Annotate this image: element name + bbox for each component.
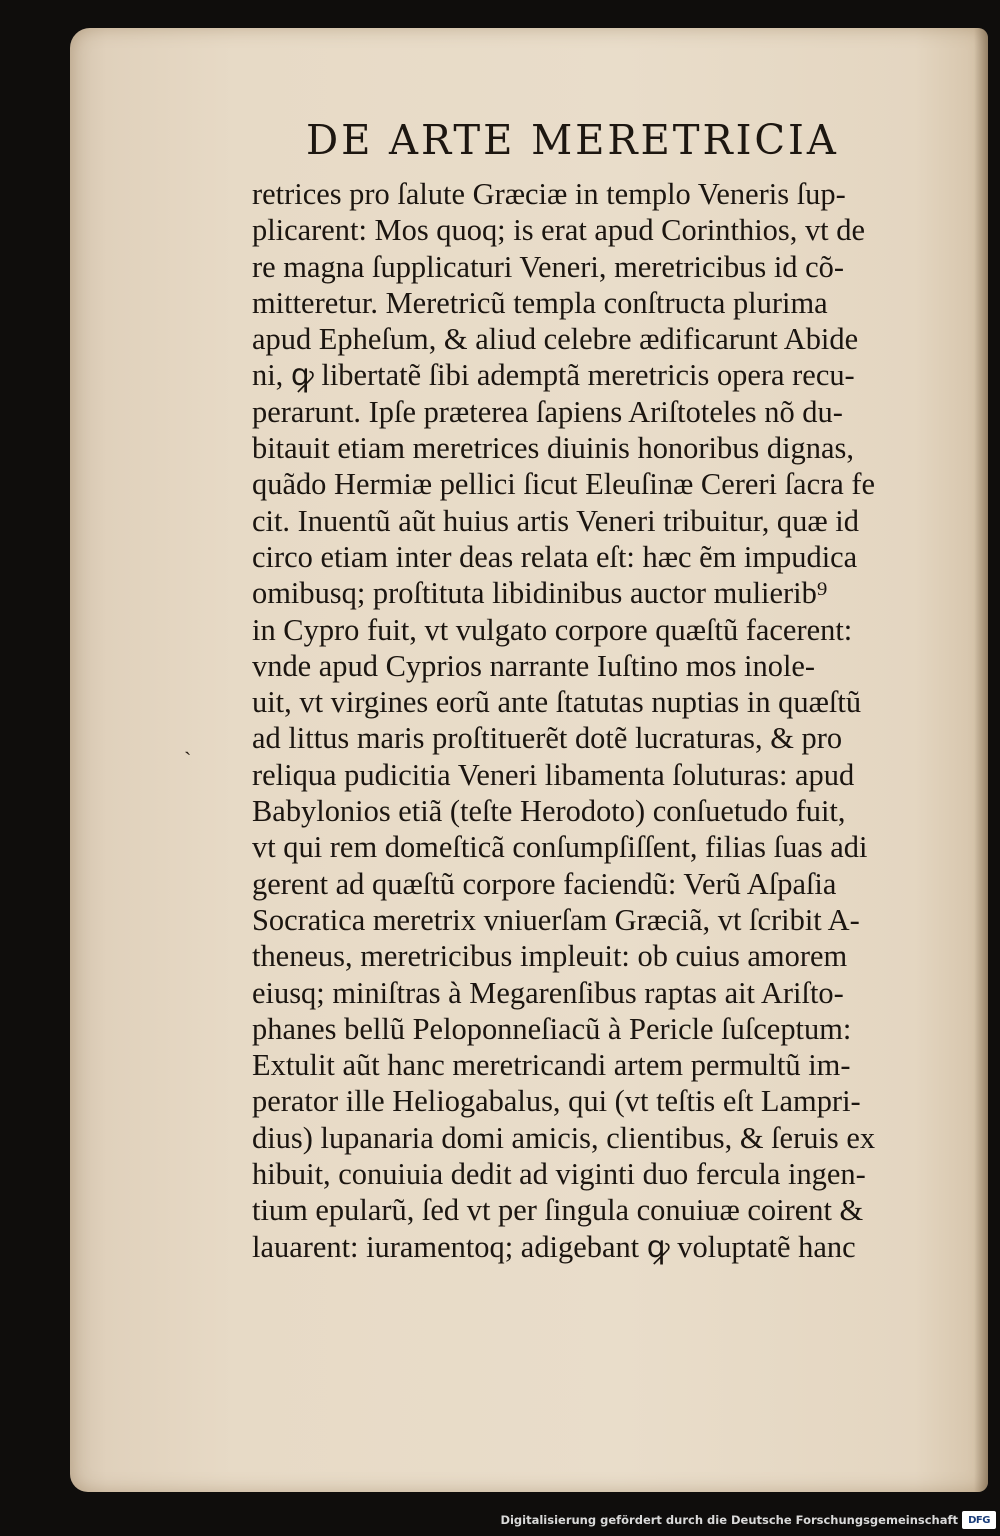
text-block [252,176,932,1265]
footer-credit-bar [500,1508,996,1532]
text-line: Extulit aũt hanc meretricandi artem permultũ im- [252,1047,851,1083]
text-line: theneus, meretricibus impleuit: ob cuius amorem [252,938,848,974]
running-head: DE ARTE MERETRICIA [306,116,839,164]
text-line: vt qui rem domeſticã conſumpſiſſent, filias ſuas adi [252,829,868,865]
margin-mark: ˏ [184,730,192,755]
text-line: mitteretur. Meretricũ templa conſtructa plurima [252,284,828,320]
text-line: perator ille Heliogabalus, qui (vt teſtis eſt Lampri- [252,1083,861,1119]
text-line: uit, vt virgines eorũ ante ſtatutas nuptias in quæſtũ [252,684,862,720]
text-line: ad littus maris proſtituerẽt dotẽ lucraturas, & pro [252,720,843,756]
text-line: plicarent: Mos quoq; is erat apud Corinthios, vt de [252,212,865,248]
text-line: quãdo Hermiæ pellici ſicut Eleuſinæ Cereri ſacra fe [252,466,876,502]
dfg-logo: DFG [962,1511,996,1529]
text-line: tium epularũ, ſed vt per ſingula conuiuæ coirent & [252,1192,864,1228]
text-line: lauarent: iuramentoq; adigebant ꝙ voluptatẽ hanc [252,1228,856,1264]
text-line: eiusq; miniſtras à Megarenſibus raptas ait Ariſto- [252,974,844,1010]
text-line: hibuit, conuiuia dedit ad viginti duo fercula ingen- [252,1156,866,1192]
text-line: Babylonios etiã (teſte Herodoto) conſuetudo fuit, [252,793,846,829]
text-line: apud Epheſum, & aliud celebre ædificarunt Abide [252,321,859,357]
text-line: circo etiam inter deas relata eſt: hæc ẽm impudica [252,538,858,574]
text-line: omibusq; proſtituta libidinibus auctor mulierib⁹ [252,575,828,611]
text-line: Socratica meretrix vniuerſam Græciã, vt ſcribit A- [252,901,860,937]
text-line: ni, ꝙ libertatẽ ſibi ademptã meretricis opera recu- [252,357,855,393]
text-line: in Cypro fuit, vt vulgato corpore quæſtũ facerent: [252,611,853,647]
page-edge-shadow [974,28,988,1492]
text-line: phanes bellũ Peloponneſiacũ à Pericle ſuſceptum: [252,1010,852,1046]
text-line: re magna ſupplicaturi Veneri, meretricibus id cõ- [252,248,845,284]
funding-credit: Digitalisierung gefördert durch die Deutsche Forschungsgemeinschaft [500,1513,958,1527]
text-line: cit. Inuentũ aũt huius artis Veneri tribuitur, quæ id [252,502,859,538]
text-line: perarunt. Ipſe præterea ſapiens Ariſtoteles nõ du- [252,393,843,429]
text-line: gerent ad quæſtũ corpore faciendũ: Verũ Aſpaſia [252,865,837,901]
text-line: dius) lupanaria domi amicis, clientibus, & ſeruis ex [252,1119,876,1155]
text-line: retrices pro ſalute Græciæ in templo Veneris ſup- [252,176,846,211]
text-line: reliqua pudicitia Veneri libamenta ſoluturas: apud [252,756,855,792]
text-line: bitauit etiam meretrices diuinis honoribus dignas, [252,430,854,466]
text-line: vnde apud Cyprios narrante Iuſtino mos inole- [252,647,816,683]
